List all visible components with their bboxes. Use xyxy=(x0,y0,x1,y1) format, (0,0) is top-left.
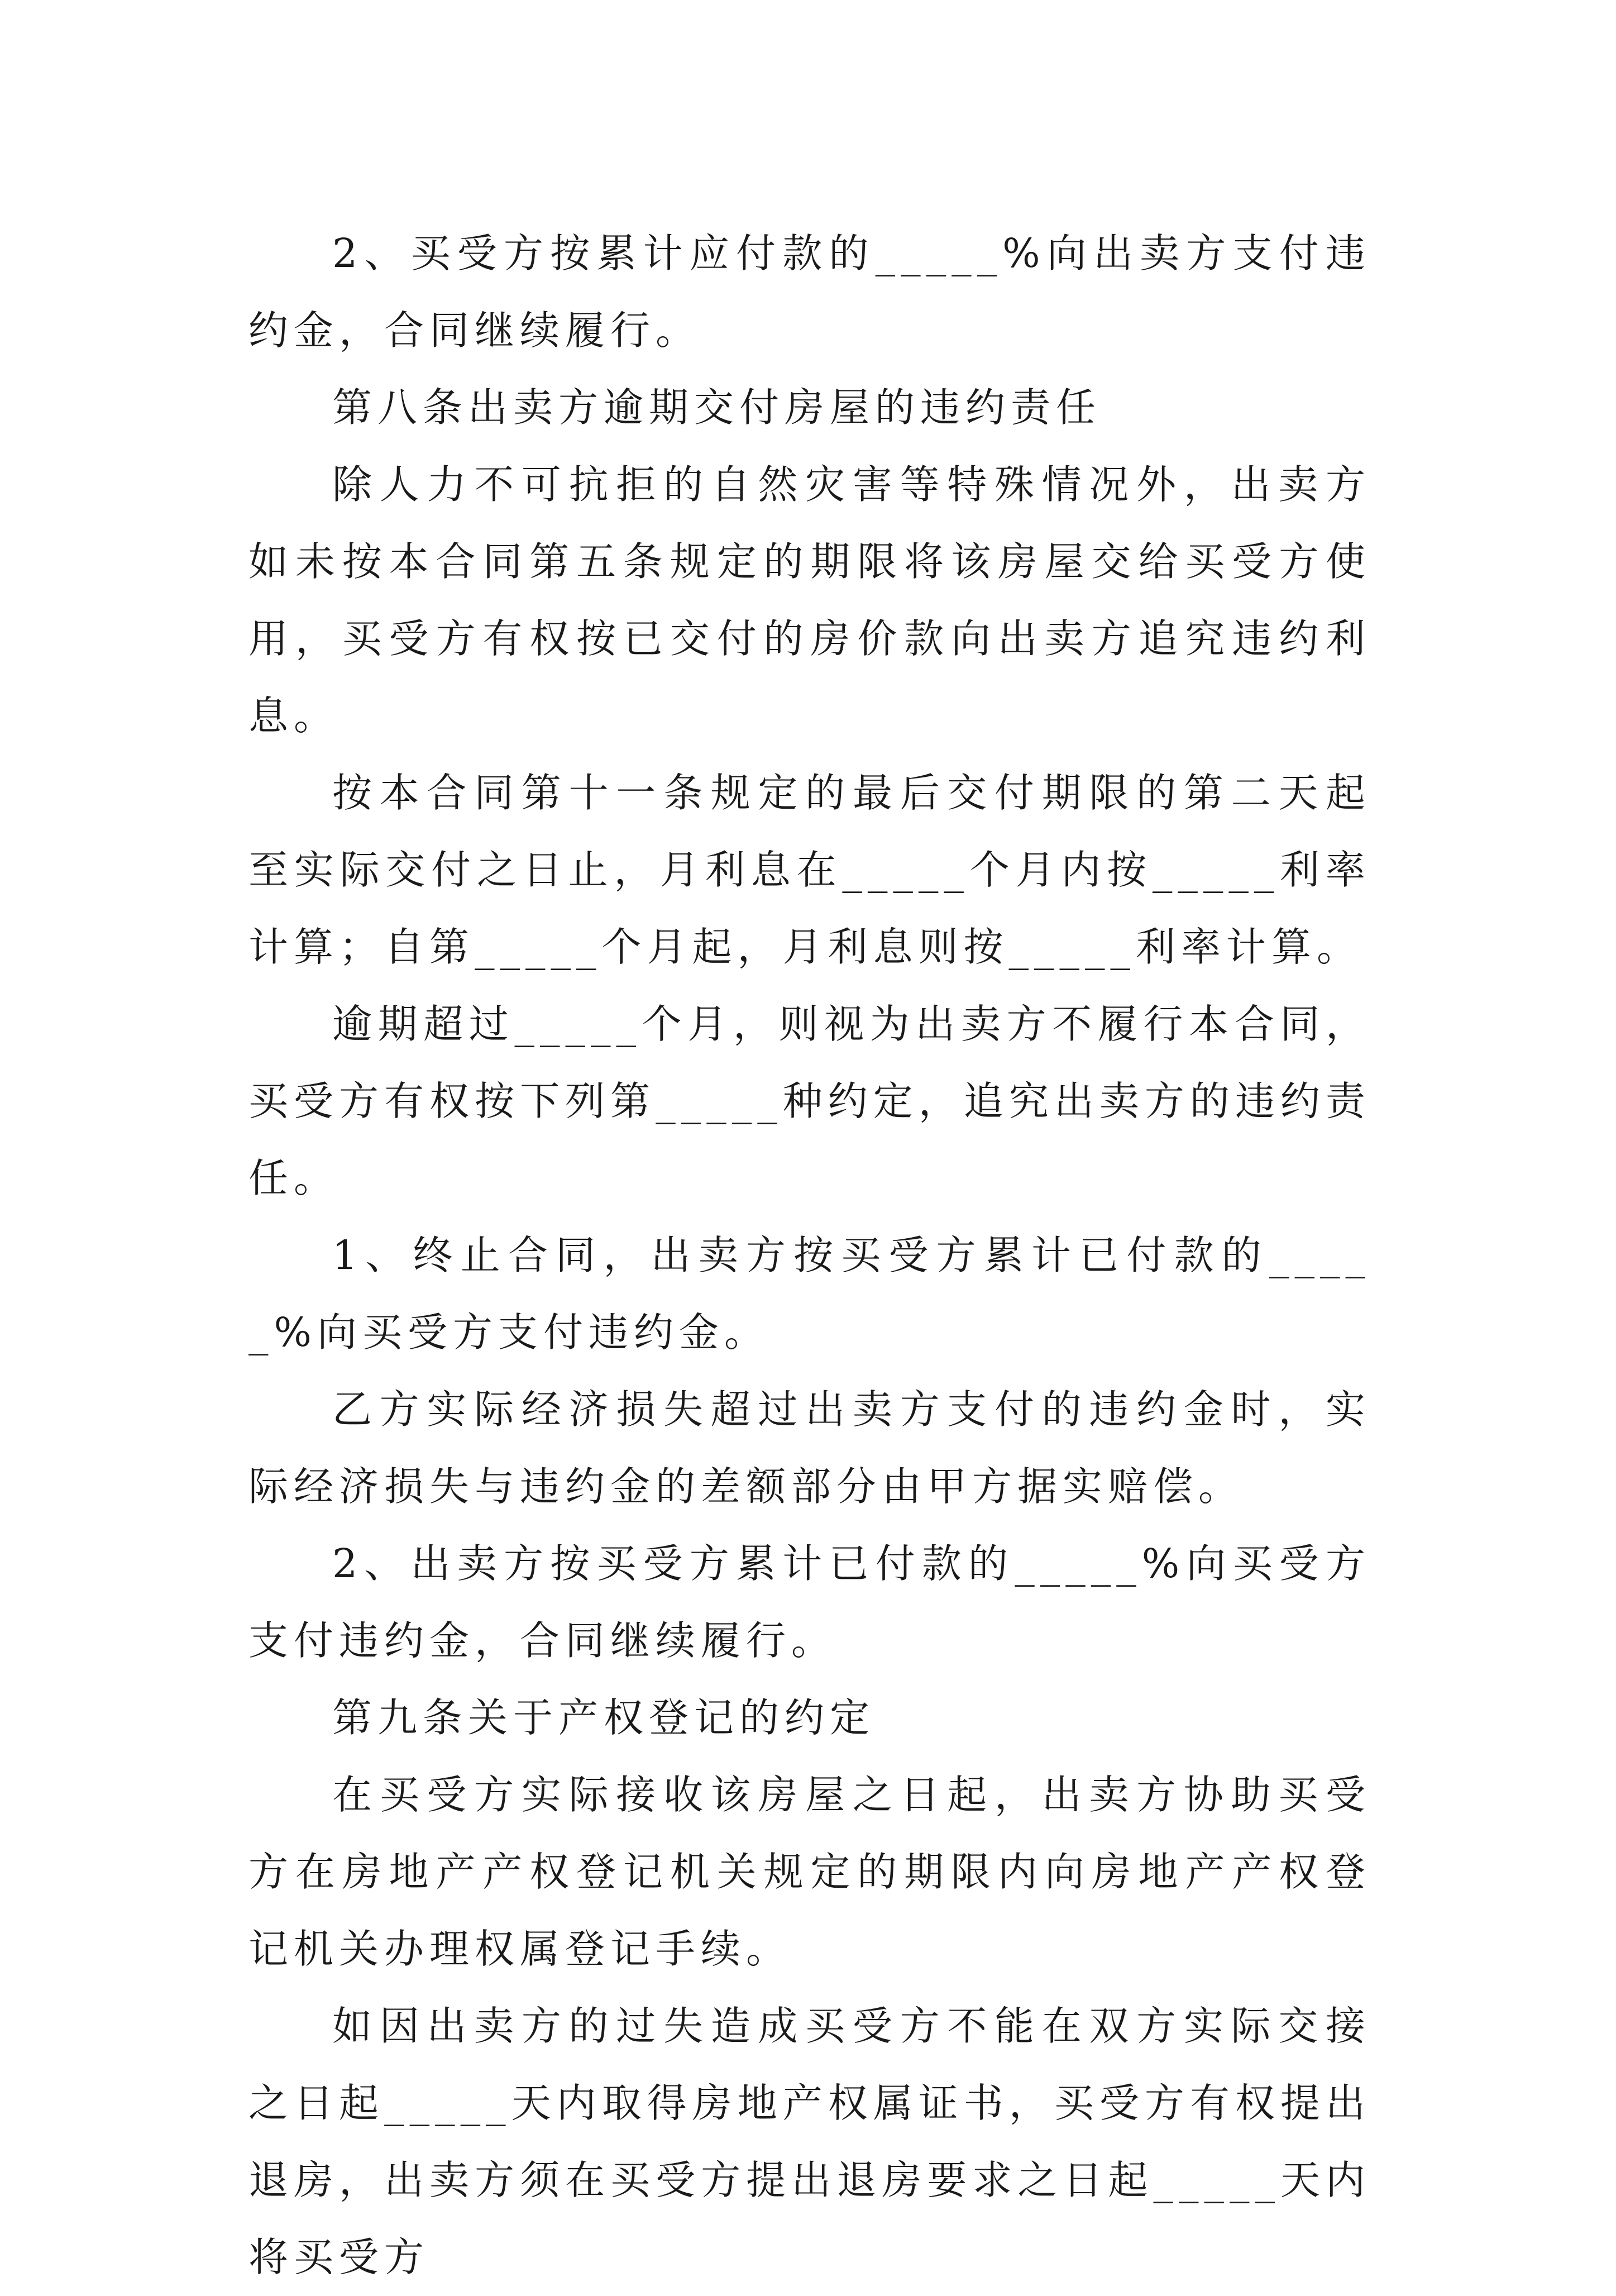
paragraph-terminate-contract-clause-1: 1、终止合同，出卖方按买受方累计已付款的_____%向买受方支付违约金。 xyxy=(248,1232,1371,1355)
paragraph-seller-late-delivery: 除人力不可抗拒的自然灾害等特殊情况外，出卖方如未按本合同第五条规定的期限将该房屋交给买受方使用，买受方有权按已交付的房价款向出卖方追究违约利息。 xyxy=(248,461,1371,739)
document-body xyxy=(248,215,1371,2296)
heading-article-8: 第八条出卖方逾期交付房屋的违约责任 xyxy=(332,384,1102,431)
paragraph-actual-loss-compensation: 乙方实际经济损失超过出卖方支付的违约金时，实际经济损失与违约金的差额部分由甲方据实赔偿。 xyxy=(248,1386,1371,1510)
paragraph-interest-calculation: 按本合同第十一条规定的最后交付期限的第二天起至实际交付之日止，月利息在_____个月内按_____利率计算；自第_____个月起，月利息则按_____利率计算。 xyxy=(248,770,1371,970)
heading-article-9: 第九条关于产权登记的约定 xyxy=(332,1694,876,1741)
paragraph-property-registration: 在买受方实际接收该房屋之日起，出卖方协助买受方在房地产产权登记机关规定的期限内向房地产产权登记机关办理权属登记手续。 xyxy=(248,1772,1371,1972)
paragraph-overdue-months: 逾期超过_____个月，则视为出卖方不履行本合同，买受方有权按下列第_____种约定，追究出卖方的违约责任。 xyxy=(248,1001,1371,1201)
paragraph-seller-fault-refund: 如因出卖方的过失造成买受方不能在双方实际交接之日起_____天内取得房地产权属证书，买受方有权提出退房，出卖方须在买受方提出退房要求之日起_____天内将买受方 xyxy=(248,2003,1371,2280)
paragraph-seller-penalty-clause-2: 2、出卖方按买受方累计已付款的_____%向买受方支付违约金，合同继续履行。 xyxy=(248,1540,1371,1664)
paragraph-buyer-penalty-clause-2: 2、买受方按累计应付款的_____%向出卖方支付违约金，合同继续履行。 xyxy=(248,230,1371,354)
